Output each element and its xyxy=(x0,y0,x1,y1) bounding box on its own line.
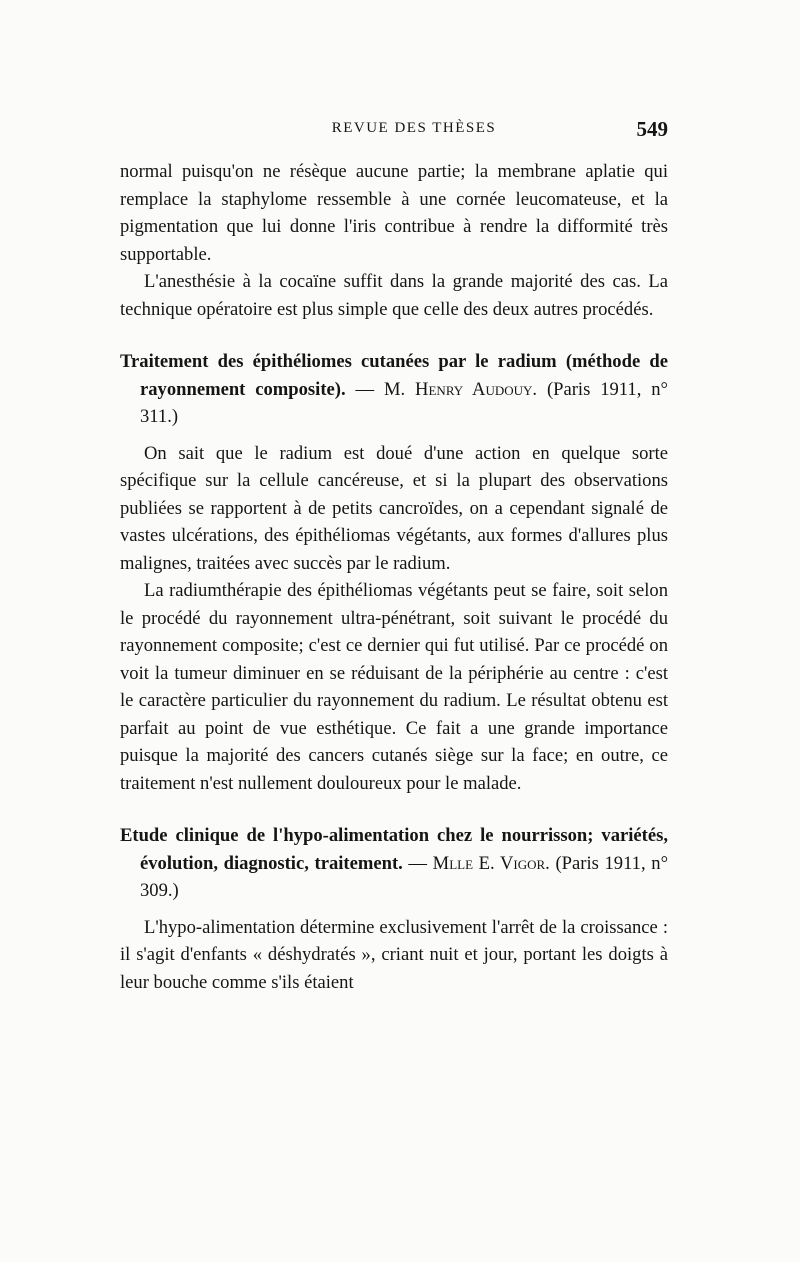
thesis-title: Traitement des épithéliomes cutanées par le radium (méthode de rayonnement composite). xyxy=(120,351,668,400)
thesis-author: — M. Henry Audouy. xyxy=(345,378,538,400)
intro-paragraph: L'anesthésie à la cocaïne suffit dans la grande majorité des cas. La technique opératoire est plus simple que celle des deux autres procédés. xyxy=(120,271,668,320)
thesis-citation: (Paris 1911, n° 311.) xyxy=(140,378,668,427)
thesis-citation: (Paris 1911, n° 309.) xyxy=(140,852,668,901)
thesis-title: Etude clinique de l'hypo-alimentation chez le nourrisson; variétés, évolution, diagnostic, traitement. xyxy=(120,825,668,874)
thesis-entry-heading xyxy=(120,348,668,431)
thesis-summary-paragraph: La radiumthérapie des épithéliomas végétants peut se faire, soit selon le procédé du rayonnement ultra-pénétrant, soit suivant le procédé du rayonnement composite; c'est ce dernier qui fut utilisé. Par ce procédé on voit la tumeur diminuer en se réduisant de la périphérie au centre : c'est le caractère particulier du rayonnement du radium. Le résultat obtenu est parfait au point de vue esthétique. Ce fait a une grande importance puisque la majorité des cancers cutanés siège sur la face; en outre, ce traitement n'est nullement douloureux pour le malade. xyxy=(120,580,668,794)
thesis-summary-paragraph: On sait que le radium est doué d'une action en quelque sorte spécifique sur la cellule cancéreuse, et si la plupart des observations publiées se rapportent à de petits cancroïdes, on a cependant signalé de vastes ulcérations, des épithéliomas végétants, aux formes d'allures plus malignes, traitées avec succès par le radium. xyxy=(120,442,668,574)
page-number: 549 xyxy=(636,117,668,141)
page-body xyxy=(120,158,668,996)
intro-paragraph-continued: normal puisqu'on ne résèque aucune partie; la membrane aplatie qui remplace la staphylome ressemble à une cornée leucomateuse, et la pigmentation que lui donne l'iris contribue à rendre la difformité très supportable. xyxy=(120,161,668,265)
running-head xyxy=(120,117,668,148)
thesis-entry-heading xyxy=(120,822,668,905)
thesis-summary-paragraph: L'hypo-alimentation détermine exclusivement l'arrêt de la croissance : il s'agit d'enfants « déshydratés », criant nuit et jour, portant les doigts à leur bouche comme s'ils étaient xyxy=(120,916,668,993)
thesis-author: — Mlle E. Vigor. xyxy=(402,852,550,874)
running-title: REVUE DES THÈSES xyxy=(331,120,497,136)
